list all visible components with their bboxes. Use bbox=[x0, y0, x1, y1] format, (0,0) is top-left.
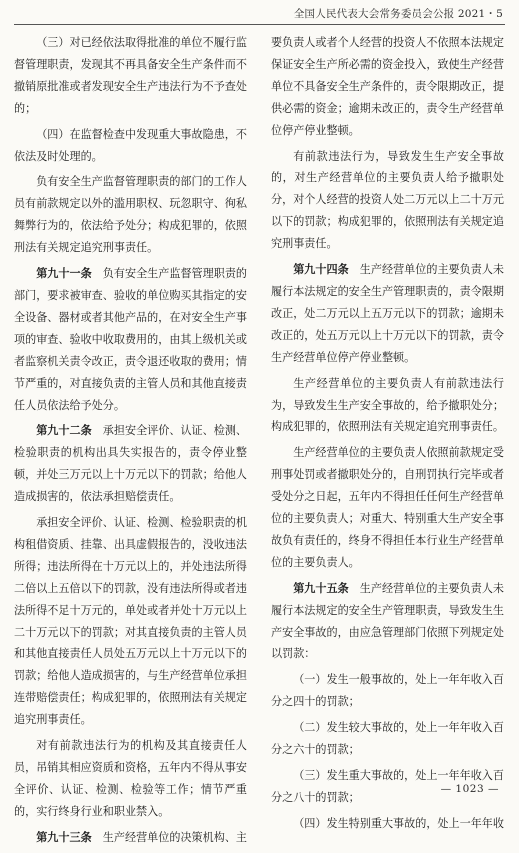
list-item: （三）发生重大事故的，处上一年年收入百分之八十的罚款； bbox=[271, 769, 504, 804]
article-title: 第九十五条 bbox=[293, 581, 349, 595]
page-header: 全国人民代表大会常务委员会公报 2021・5 bbox=[293, 8, 503, 20]
left-column bbox=[14, 32, 247, 853]
article-title: 第九十一条 bbox=[36, 267, 92, 281]
article-text: 生产经营单位的主要负责人未履行本法规定的安全生产管理职责的，责令限期改正，处二万元以上五万元以下的罚款；逾期未改正的，处五万元以上十万元以下的罚款，责令生产经营单位停产停业整顿。 bbox=[271, 263, 505, 364]
article-94 bbox=[271, 259, 504, 369]
paragraph: 有前款违法行为，导致发生生产安全事故的，对生产经营单位的主要负责人给予撤职处分，对个人经营的投资人处二万元以上二十万元以下的罚款；构成犯罪的，依照刑法有关规定追究刑事责任。 bbox=[271, 149, 504, 251]
paragraph: 承担安全评价、认证、检测、检验职责的机构租借资质、挂靠、出具虚假报告的，没收违法所得；违法所得在十万元以上的，并处违法所得二倍以上五倍以下的罚款，没有违法所得或者违法所得不足十万元的，单处或者并处十万元以上二十万元以下的罚款；对其直接负责的主管人员和其他直接责任人员处五万元以上十万元以下的罚款；给他人造成损害的，与生产经营单位承担连带赔偿责任；构成犯罪的，依照刑法有关规定追究刑事责任。 bbox=[14, 516, 247, 727]
right-column bbox=[271, 32, 504, 839]
article-title: 第九十三条 bbox=[36, 830, 92, 844]
list-item: （二）发生较大事故的，处上一年年收入百分之六十的罚款； bbox=[271, 721, 504, 757]
page-number: — 1023 — bbox=[440, 783, 499, 795]
paragraph: （三）对已经依法取得批准的单位不履行监督管理职责，发现其不再具备安全生产条件而不撤销原批准或者发现安全生产违法行为不予查处的； bbox=[14, 36, 247, 115]
article-93 bbox=[14, 827, 247, 849]
article-91 bbox=[14, 263, 247, 416]
article-95 bbox=[271, 578, 504, 666]
article-text: 承担安全评价、认证、检测、检验职责的机构出具失实报告的，责令停业整顿，并处三万元以上十万元以下的罚款；给他人造成损害的，依法承担赔偿责任。 bbox=[14, 424, 248, 504]
list-item: （四）发生特别重大事故的，处上一年年收 bbox=[293, 816, 504, 830]
article-text: 生产经营单位的主要负责人未履行本法规定的安全生产管理职责，导致发生生产安全事故的，由应急管理部门依照下列规定处以罚款： bbox=[271, 581, 505, 661]
list-item: （一）发生一般事故的，处上一年年收入百分之四十的罚款； bbox=[271, 673, 504, 709]
article-text: 负有安全生产监督管理职责的部门，要求被审查、验收的单位购买其指定的安全设备、器材或者其他产品的，在对安全生产事项的审查、验收中收取费用的，由其上级机关或者监察机关责令改正，责令退还收取的费用；情节严重的，对直接负责的主管人员和其他直接责任人员依法给予处分。 bbox=[14, 267, 248, 412]
article-title: 第九十二条 bbox=[36, 424, 92, 438]
paragraph: 要负责人或者个人经营的投资人不依照本法规定保证安全生产所必需的资金投入，致使生产经营单位不具备安全生产条件的，责令限期改正，提供必需的资金；逾期未改正的，责令生产经营单位停产停业整顿。 bbox=[271, 36, 504, 137]
paragraph: 对有前款违法行为的机构及其直接责任人员，吊销其相应资质和资格，五年内不得从事安全评价、认证、检测、检验等工作；情节严重的，实行终身行业和职业禁入。 bbox=[14, 739, 247, 818]
paragraph: （四）在监督检查中发现重大事故隐患，不依法及时处理的。 bbox=[14, 127, 247, 163]
article-title: 第九十四条 bbox=[293, 263, 349, 277]
article-92 bbox=[14, 420, 247, 508]
paragraph: 生产经营单位的主要负责人有前款违法行为，导致发生生产安全事故的，给予撤职处分；构成犯罪的，依照刑法有关规定追究刑事责任。 bbox=[271, 376, 504, 434]
header-divider bbox=[14, 24, 505, 25]
paragraph: 负有安全生产监督管理职责的部门的工作人员有前款规定以外的滥用职权、玩忽职守、徇私舞弊行为的，依法给予处分；构成犯罪的，依照刑法有关规定追究刑事责任。 bbox=[14, 175, 247, 255]
article-text: 生产经营单位的决策机构、主 bbox=[102, 830, 248, 844]
paragraph: 生产经营单位的主要负责人依照前款规定受刑事处罚或者撤职处分的，自刑罚执行完毕或者受处分之日起，五年内不得担任任何生产经营单位的主要负责人；对重大、特别重大生产安全事故负有责任的，终身不得担任本行业生产经营单位的主要负责人。 bbox=[271, 446, 504, 569]
